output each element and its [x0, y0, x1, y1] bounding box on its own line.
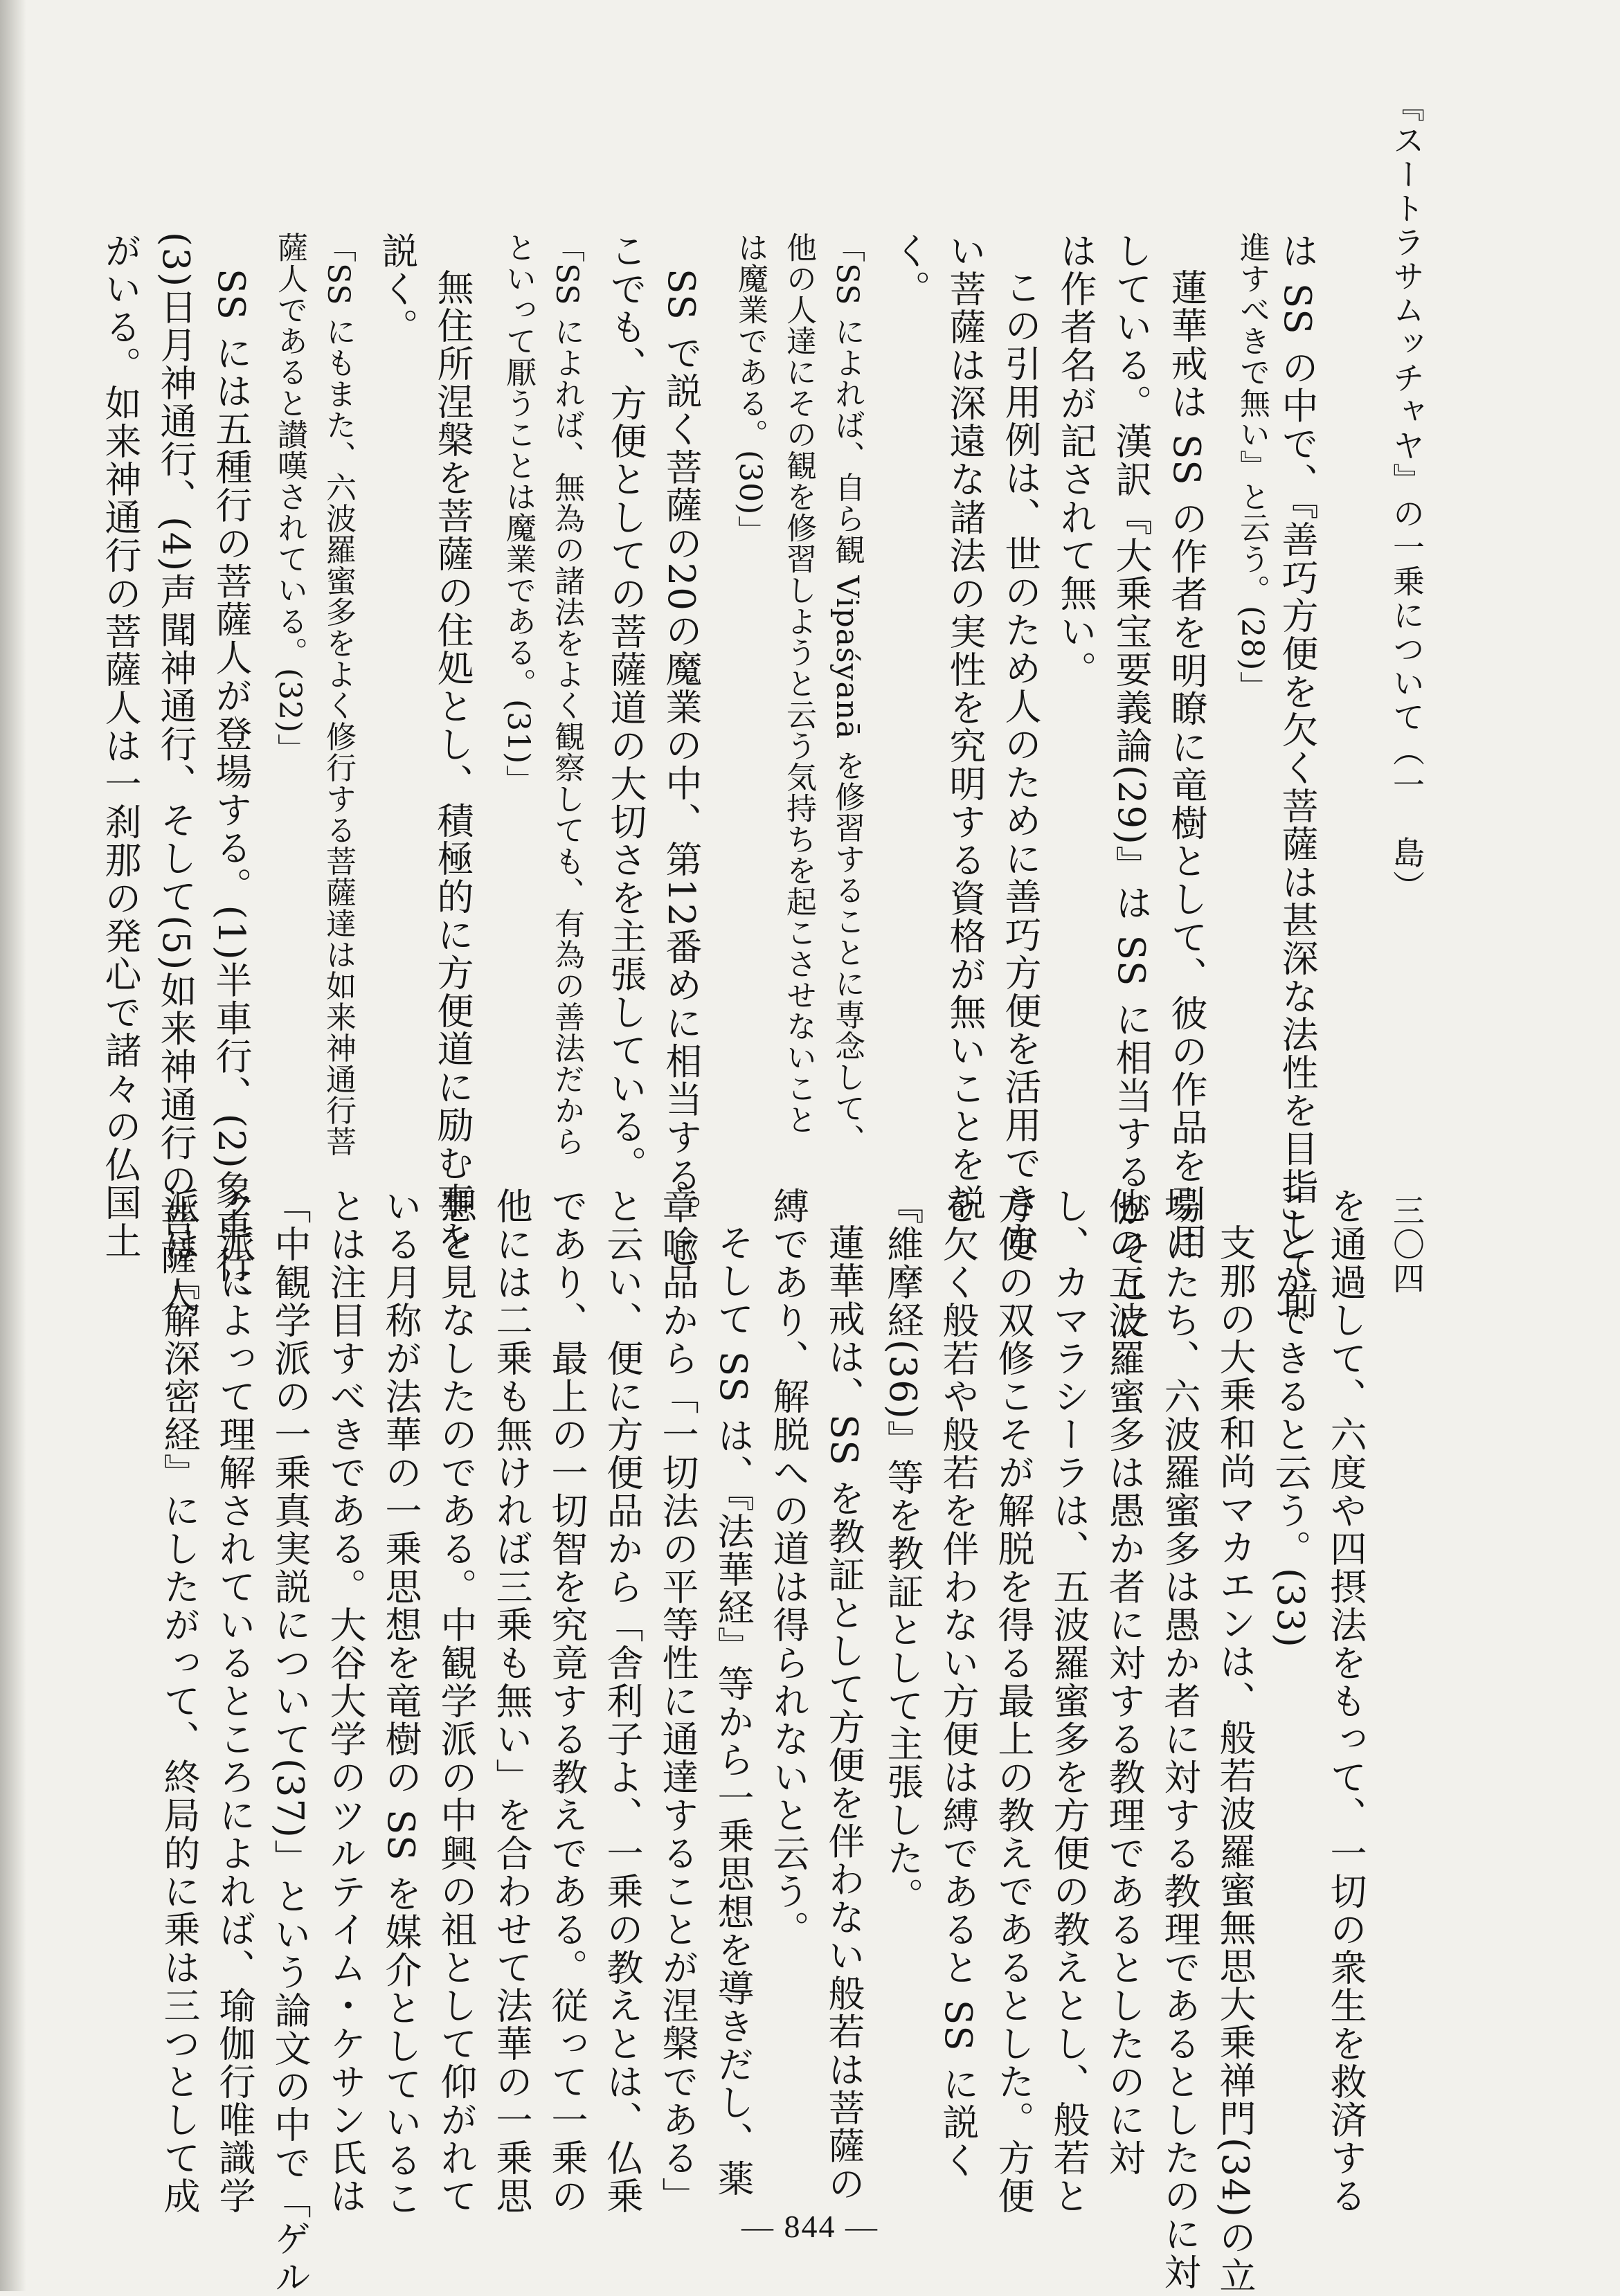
lower-text-column: そして SS は、『法華経』等から一乗思想を導きだし、薬 [712, 1224, 754, 2198]
upper-text-column: 薩人であると讃嘆されている。(32)」 [272, 232, 307, 765]
page-number-kanji: 三〇四 [1388, 1194, 1425, 1296]
running-title: 『スートラサムッチャヤ』の一乗について（一 島） [1388, 90, 1425, 904]
upper-text-column: 進すべきで無い』と云う。(28)」 [1234, 232, 1270, 703]
lower-text-column: と云い、便に方便品から「舎利子よ、一乗の教えとは、仏乗 [601, 1187, 643, 2215]
upper-text-column: は魔業である。(30)」 [732, 232, 768, 547]
lower-text-column: を欠く般若や般若を伴わない方便は縛であると SS に説く [937, 1187, 979, 2180]
upper-text-column: 他の人達にその観を修習しようと云う気持ちを起こさせないこと [781, 232, 816, 1135]
lower-text-column: 派は『解深密経』にしたがって、終局的に乗は三つとして成 [158, 1187, 200, 2215]
upper-text-column: 説く。 [376, 232, 418, 346]
lower-text-column: 蓮華戒は、SS を教証として方便を伴わない般若は菩薩の [822, 1224, 865, 2203]
upper-text-column: 「SS によれば、自ら観 Vipaśyanā を修習することに専念して、 [829, 232, 865, 1155]
page-number: — 844 — [741, 2209, 879, 2244]
upper-text-column: がいる。如来神通行の菩薩人は一刹那の発心で諸々の仏国土 [99, 232, 141, 1260]
lower-text-column: 他の五波羅蜜多は愚か者に対する教理であるとしたのに対 [1103, 1187, 1145, 2177]
lower-text-column: 章喩品から「一切法の平等性に通達することが涅槃である」 [656, 1187, 699, 2215]
upper-text-column: 「SS にもまた、六波羅蜜多をよく修行する菩薩達は如来神通行菩 [321, 232, 356, 1157]
upper-text-column: といって厭うことは魔業である。(31)」 [501, 232, 536, 796]
upper-text-column: 蓮華戒は SS の作者を明瞭に竜樹として、彼の作品を引用 [1165, 269, 1207, 1261]
scan-shadow-edge [0, 0, 26, 2291]
lower-text-column: であり、最上の一切智を究竟する教えである。従って一乗の [546, 1187, 588, 2215]
upper-text-column: く。 [888, 232, 930, 308]
lower-text-column: 『維摩経(36)』等を教証として主張した。 [881, 1187, 924, 1915]
lower-text-column: 支那の大乗和尚マカエンは、般若波羅蜜無思大乗禅門(34)の立 [1214, 1224, 1256, 2295]
upper-text-column: この引用例は、世のため人のために善巧方便を活用できな [999, 269, 1041, 1258]
lower-text-column: 他には二乗も無ければ三乗も無い」を合わせて法華の一乗思 [490, 1187, 532, 2215]
upper-text-column: SS で説く菩薩の20の魔業の中、第12番めに相当する。こ [660, 269, 702, 1271]
upper-text-column: 無住所涅槃を菩薩の住処とし、積極的に方便道に励む事を [431, 269, 474, 1258]
upper-text-column: こでも、方便としての菩薩道の大切さを主張している。 [604, 232, 647, 1184]
upper-text-column: (3)日月神通行、(4)声聞神通行、そして(5)如来神通行の菩薩人 [154, 232, 197, 1314]
lower-text-column: いる月称が法華の一乗思想を竜樹の SS を媒介としているこ [379, 1187, 422, 2218]
lower-text-column: を通過して、六度や四摂法をもって、一切の衆生を救済する [1324, 1187, 1367, 2215]
upper-text-column: は作者名が記されて無い。 [1054, 232, 1097, 689]
lower-text-column: 場にたち、六波羅蜜多は愚か者に対する教理であるとしたのに対 [1158, 1187, 1200, 2291]
lower-text-column: 想と見なしたのである。中観学派の中興の祖として仰がれて [435, 1187, 477, 2215]
upper-text-column: している。漢訳『大乗宝要義論(29)』は SS に相当するがそこに [1110, 232, 1152, 1344]
lower-text-column: ことができると云う。(33) [1269, 1187, 1311, 1649]
lower-text-column: ク派によって理解されているところによれば、瑜伽行唯識学 [213, 1187, 255, 2215]
lower-text-column: 方便の双修こそが解脱を得る最上の教えであるとした。方便 [992, 1187, 1034, 2215]
upper-text-column: SS には五種行の菩薩人が登場する。(1)半車行、(2)象車行、 [210, 269, 252, 1322]
upper-text-column: 「SS によれば、無為の諸法をよく観察しても、有為の善法だから [549, 232, 584, 1157]
lower-text-column: 「中観学派の一乗真実説について(37)」という論文の中で「ゲル [269, 1187, 311, 2296]
lower-text-column: とは注目すべきである。大谷大学のツルテイム・ケサン氏は [324, 1187, 366, 2215]
lower-text-column: 縛であり、解脱への道は得られないと云う。 [767, 1187, 809, 1949]
upper-text-column: い菩薩は深遠な諸法の実性を究明する資格が無いことを説 [944, 232, 986, 1222]
lower-text-column: し、カマラシーラは、五波羅蜜多を方便の教えとし、般若と [1047, 1187, 1090, 2215]
upper-text-column: は SS の中で、『善巧方便を欠く菩薩は甚深な法性を目指して前 [1276, 232, 1318, 1320]
